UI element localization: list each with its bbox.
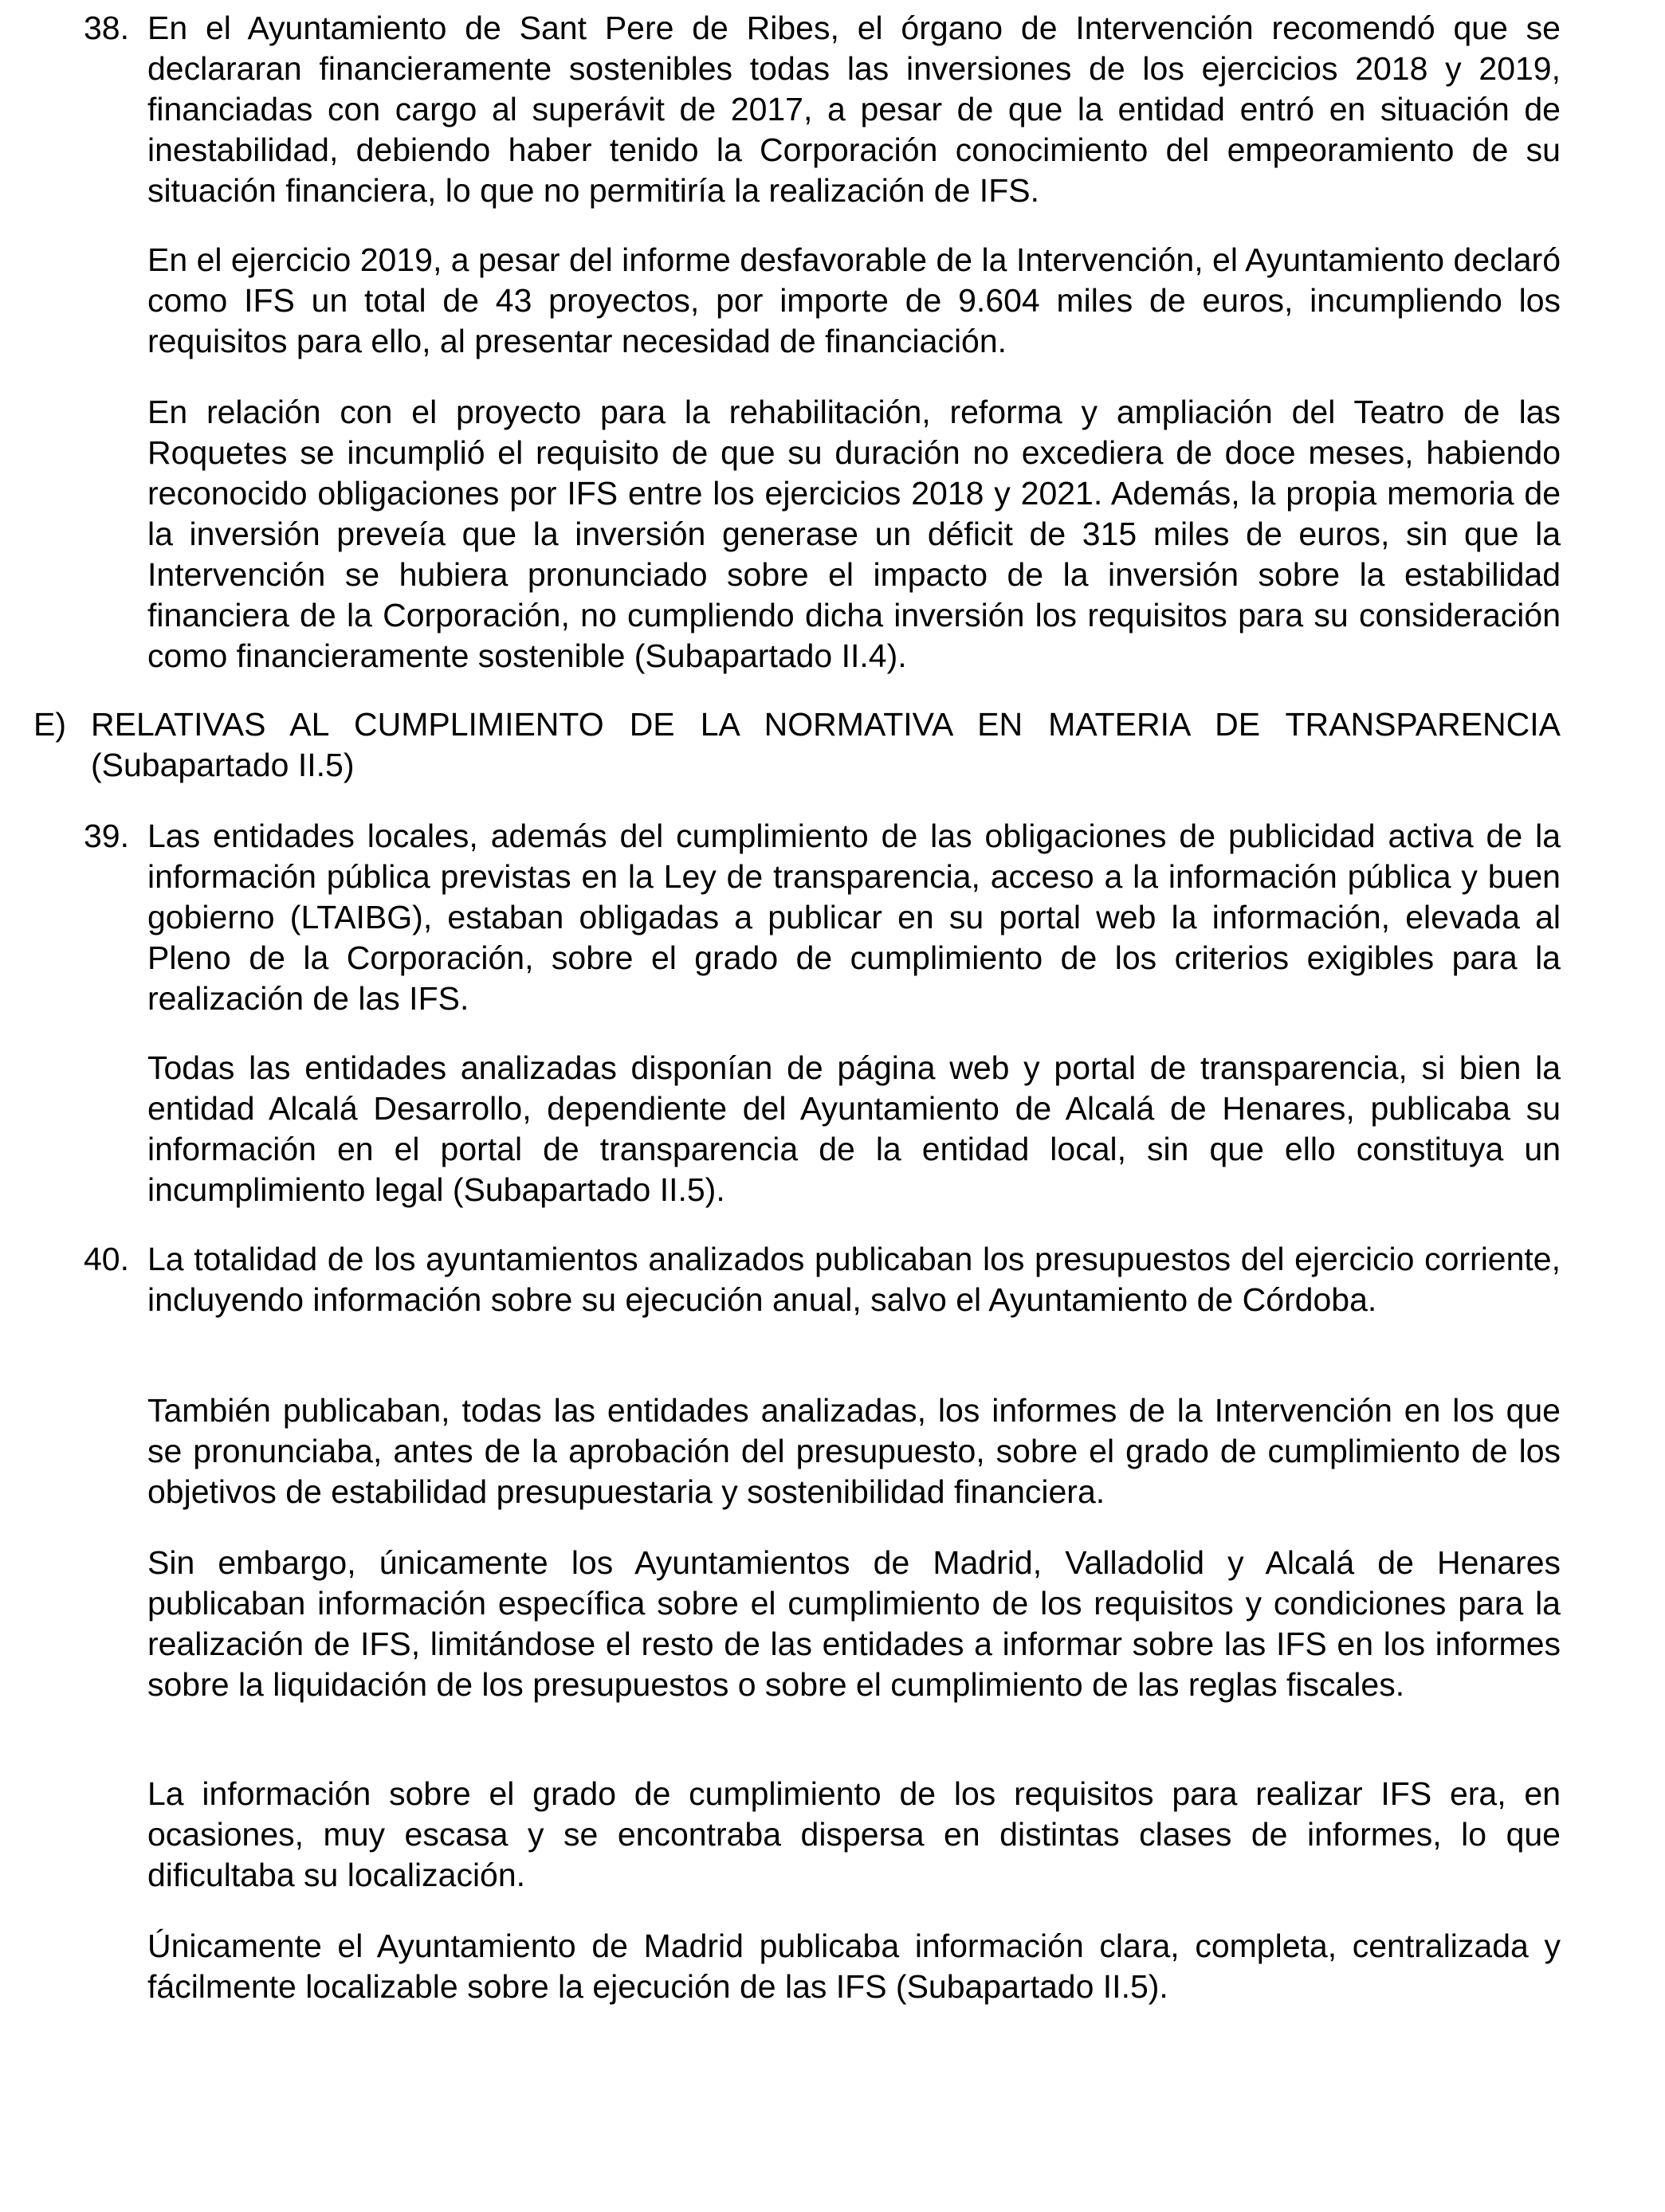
paragraph-text: La totalidad de los ayuntamientos analizados publicaban los presupuestos del ejercicio corriente, incluyendo información sobre su ejecución anual, salvo el Ayuntamiento de Córdoba. — [147, 1241, 1561, 1318]
paragraph-number: 40. — [84, 1241, 129, 1277]
paragraph-text: Únicamente el Ayuntamiento de Madrid publicaba información clara, completa, centralizada y fácilmente localizable sobre la ejecución de las IFS (Subapartado II.5). — [147, 1928, 1561, 2005]
numbered-paragraph-40 — [84, 1239, 1561, 1320]
paragraph-text: También publicaban, todas las entidades analizadas, los informes de la Intervención en los que se pronunciaba, antes de la aprobación del presupuesto, sobre el grado de cumplimiento de los objetivos de estabilidad presupuestaria y sostenibilidad financiera. — [147, 1392, 1561, 1510]
numbered-paragraph-39 — [84, 816, 1561, 1019]
section-heading-e — [33, 704, 1561, 786]
paragraph-text: Sin embargo, únicamente los Ayuntamientos de Madrid, Valladolid y Alcalá de Henares publicaban información específica sobre el cumplimiento de los requisitos y condiciones para la realización de IFS, limitándose el resto de las entidades a informar sobre las IFS en los informes sobre la liquidación de los presupuestos o sobre el cumplimiento de las reglas fiscales. — [147, 1544, 1561, 1703]
paragraph-text: En el Ayuntamiento de Sant Pere de Ribes, el órgano de Intervención recomendó que se declararan financieramente sostenibles todas las inversiones de los ejercicios 2018 y 2019, financiadas con cargo al superávit de 2017, a pesar de que la entidad entró en situación de inestabilidad, debiendo haber tenido la Corporación conocimiento del empeoramiento de su situación financiera, lo que no permitiría la realización de IFS. — [147, 10, 1561, 209]
section-letter: E) — [33, 706, 66, 743]
paragraph-text: La información sobre el grado de cumplimiento de los requisitos para realizar IFS era, en ocasiones, muy escasa y se encontraba dispersa en distintas clases de informes, lo que dificultaba su localización. — [147, 1775, 1561, 1893]
numbered-paragraph-38 — [84, 8, 1561, 211]
paragraph-number: 39. — [84, 818, 129, 854]
paragraph-number: 38. — [84, 10, 129, 46]
paragraph-text: Las entidades locales, además del cumplimiento de las obligaciones de publicidad activa de la información pública previstas en la Ley de transparencia, acceso a la información pública y buen gobierno (LTAIBG), estaban obligadas a publicar en su portal web la información, elevada al Pleno de la Corporación, sobre el grado de cumplimiento de los criterios exigibles para la realización de las IFS. — [147, 818, 1561, 1017]
paragraph-text: En relación con el proyecto para la rehabilitación, reforma y ampliación del Teatro de las Roquetes se incumplió el requisito de que su duración no excediera de doce meses, habiendo reconocido obligaciones por IFS entre los ejercicios 2018 y 2021. Además, la propia memoria de la inversión preveía que la inversión generase un déficit de 315 miles de euros, sin que la Intervención se hubiera pronunciado sobre el impacto de la inversión sobre la estabilidad financiera de la Corporación, no cumpliendo dicha inversión los requisitos para su consideración como financieramente sostenible (Subapartado II.4). — [147, 394, 1561, 674]
paragraph-text: Todas las entidades analizadas disponían de página web y portal de transparencia, si bien la entidad Alcalá Desarrollo, dependiente del Ayuntamiento de Alcalá de Henares, publicaba su información en el portal de transparencia de la entidad local, sin que ello constituya un incumplimiento legal (Subapartado II.5). — [147, 1049, 1561, 1208]
paragraph-text: En el ejercicio 2019, a pesar del informe desfavorable de la Intervención, el Ayuntamiento declaró como IFS un total de 43 proyectos, por importe de 9.604 miles de euros, incumpliendo los requisitos para ello, al presentar necesidad de financiación. — [147, 241, 1561, 359]
section-heading-text: RELATIVAS AL CUMPLIMIENTO DE LA NORMATIVA EN MATERIA DE TRANSPARENCIA (Subapartado II.5) — [91, 706, 1561, 783]
